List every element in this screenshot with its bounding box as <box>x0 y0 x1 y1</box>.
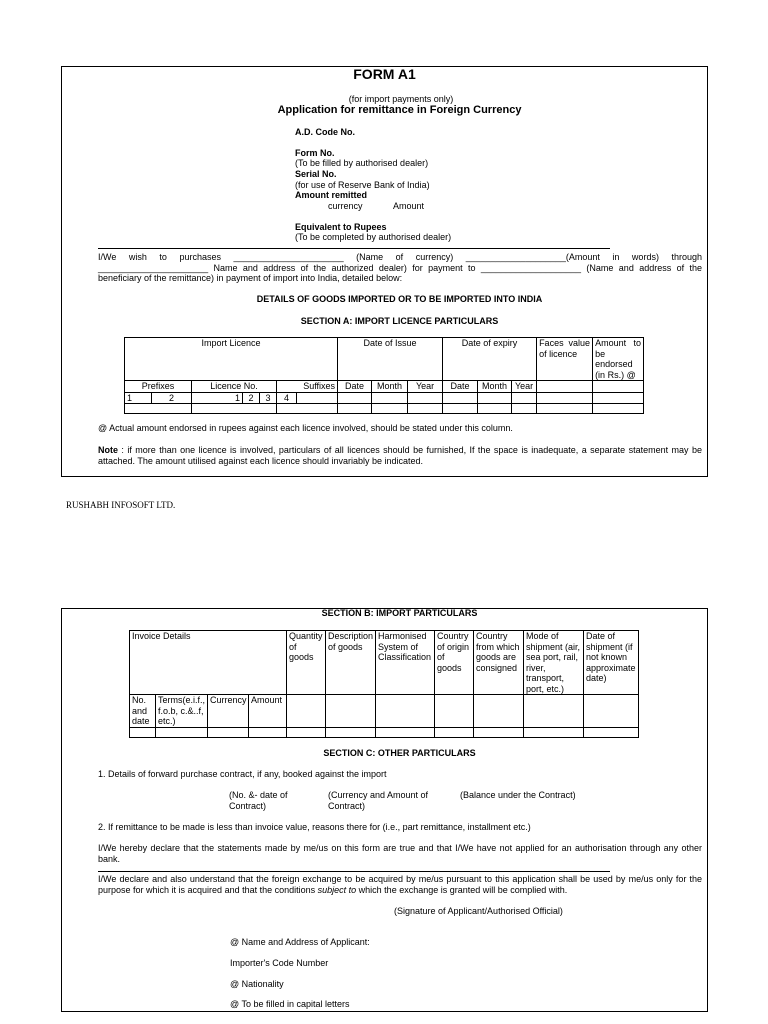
cell-empty <box>408 392 443 404</box>
cell-empty <box>435 695 474 728</box>
signature-label: (Signature of Applicant/Authorised Official) <box>394 906 563 916</box>
cell-empty <box>593 381 644 393</box>
cell-empty <box>537 381 593 393</box>
mode-shipment-header: Mode of shipment (air, sea port, rail, river, transport, port, etc.) <box>524 631 584 695</box>
purchase-line-3: beneficiary of the remittance) in payment of import into India, detailed below: <box>98 273 403 283</box>
cell-empty <box>593 392 644 404</box>
footnote-at: @ Actual amount endorsed in rupees against each licence involved, should be stated under this column. <box>98 423 513 433</box>
form-no-note: (To be filled by authorised dealer) <box>295 158 429 168</box>
cell-empty <box>326 695 376 728</box>
form-title: FORM A1 <box>353 66 416 82</box>
cell-empty <box>130 727 156 737</box>
cell-empty <box>192 404 277 414</box>
contract-currency-col: (Currency and Amount of Contract) <box>328 790 429 811</box>
amount-remitted-label: Amount remitted <box>295 190 367 200</box>
cell-empty <box>372 404 408 414</box>
cell-empty <box>338 404 372 414</box>
cell-empty <box>524 695 584 728</box>
capitals-note: @ To be filled in capital letters <box>230 999 350 1009</box>
serial-no-label: Serial No. <box>295 169 337 179</box>
section-c-item-2: 2. If remittance to be made is less than invoice value, reasons there for (i.e., part remittance, installment etc.) <box>98 822 531 832</box>
cell-empty <box>474 727 524 737</box>
ad-code-label: A.D. Code No. <box>295 127 355 137</box>
cell-empty <box>338 392 372 404</box>
importer-code-label: Importer's Code Number <box>230 958 329 968</box>
expiry-year-header: Year <box>512 381 537 393</box>
suffixes-header: Suffixes <box>277 381 338 393</box>
cell-empty <box>584 727 639 737</box>
declaration-1: I/We hereby declare that the statements made by me/us on this form are true and that I/We have not applied for an authorisation through any other bank. <box>98 843 702 864</box>
serial-no-note: (for use of Reserve Bank of India) <box>295 180 430 190</box>
note-paragraph <box>98 445 702 467</box>
purchase-line-2: ______________________ Name and address of the authorized dealer) for payment to ____________________ (Name and address of the <box>98 263 702 273</box>
declaration-divider <box>98 871 610 872</box>
nationality-label: @ Nationality <box>230 979 284 989</box>
amount-header: Amount <box>249 695 287 728</box>
harmonised-header: Harmonised System of Classification <box>376 631 435 695</box>
equivalent-label: Equivalent to Rupees <box>295 222 387 232</box>
cell-empty <box>277 404 338 414</box>
col-number: 1 <box>125 392 152 404</box>
country-origin-header: Country of origin of goods <box>435 631 474 695</box>
col-number: 3 <box>260 392 277 404</box>
contract-balance-col: (Balance under the Contract) <box>460 790 576 800</box>
cell-empty <box>584 695 639 728</box>
issue-date-header: Date <box>338 381 372 393</box>
cell-empty <box>408 404 443 414</box>
form-no-label: Form No. <box>295 148 335 158</box>
issue-year-header: Year <box>408 381 443 393</box>
note-label: Note <box>98 445 118 455</box>
declaration-2-emphasis: subject to <box>317 885 357 895</box>
faces-value-header: Faces value of licence <box>537 338 593 381</box>
cell-empty <box>478 404 512 414</box>
cell-empty <box>524 727 584 737</box>
cell-empty <box>208 727 249 737</box>
prefixes-header: Prefixes <box>125 381 192 393</box>
invoice-details-header: Invoice Details <box>130 631 287 695</box>
cell-empty <box>435 727 474 737</box>
section-c-heading: SECTION C: OTHER PARTICULARS <box>323 748 476 758</box>
cell-empty <box>376 695 435 728</box>
cell-empty <box>443 392 478 404</box>
date-of-expiry-header: Date of expiry <box>443 338 537 381</box>
cell-empty <box>376 727 435 737</box>
section-c-item-1: 1. Details of forward purchase contract, if any, booked against the import <box>98 769 387 779</box>
applicant-label: @ Name and Address of Applicant: <box>230 937 370 947</box>
currency-label: currency <box>328 201 363 211</box>
cell-empty <box>249 727 287 737</box>
amount-endorsed-header: Amount to be endorsed (in Rs.) @ <box>593 338 644 381</box>
cell-empty <box>474 695 524 728</box>
col-number: 4 <box>277 392 297 404</box>
currency-header: Currency <box>208 695 249 728</box>
quantity-header: Quantity of goods <box>287 631 326 695</box>
col-number: 1 <box>192 392 243 404</box>
details-heading: DETAILS OF GOODS IMPORTED OR TO BE IMPORTED INTO INDIA <box>256 294 543 304</box>
import-licence-table <box>124 337 644 414</box>
cell-empty <box>512 392 537 404</box>
cell-empty <box>537 392 593 404</box>
cell-empty <box>156 727 208 737</box>
date-of-issue-header: Date of Issue <box>338 338 443 381</box>
purchase-line-1: I/We wish to purchases ______________________ (Name of currency) ____________________(Amount in words) through <box>98 252 702 262</box>
cell-empty <box>297 392 338 404</box>
date-shipment-header: Date of shipment (if not known approximate date) <box>584 631 639 695</box>
amount-label: Amount <box>393 201 425 211</box>
declaration-2-text-b: which the exchange is granted will be complied with. <box>356 885 568 895</box>
col-number: 2 <box>243 392 260 404</box>
cell-empty <box>537 404 593 414</box>
licence-no-header: Licence No. <box>192 381 277 393</box>
cell-empty <box>512 404 537 414</box>
cell-empty <box>125 404 192 414</box>
declaration-2 <box>98 874 702 896</box>
cell-empty <box>478 392 512 404</box>
equivalent-note: (To be completed by authorised dealer) <box>295 232 452 242</box>
col-number: 2 <box>152 392 192 404</box>
country-from-header: Country from which goods are consigned <box>474 631 524 695</box>
expiry-date-header: Date <box>443 381 478 393</box>
note-text: : if more than one licence is involved, particulars of all licences should be furnished, If the space is inadequate, a separate statement may be attached. The amount utilised against each licence should invariably be indicated. <box>98 445 702 466</box>
section-b-heading: SECTION B: IMPORT PARTICULARS <box>321 608 478 618</box>
declaration-2-text-a: I/We declare and also understand that the foreign exchange to be acquired by me/us pursuant to this application shall be used by me/us only for the purpose for which it is acquired and that the conditions <box>98 874 702 895</box>
terms-header: Terms(e.i.f., f.o.b, c.&..f, etc.) <box>156 695 208 728</box>
divider-line <box>98 248 610 249</box>
cell-empty <box>443 404 478 414</box>
cell-empty <box>287 727 326 737</box>
company-name: RUSHABH INFOSOFT LTD. <box>66 500 176 510</box>
expiry-month-header: Month <box>478 381 512 393</box>
cell-empty <box>593 404 644 414</box>
description-header: Description of goods <box>326 631 376 695</box>
import-licence-header: Import Licence <box>125 338 338 381</box>
issue-month-header: Month <box>372 381 408 393</box>
cell-empty <box>372 392 408 404</box>
form-subtitle: Application for remittance in Foreign Currency <box>277 104 522 116</box>
form-subtitle-note: (for import payments only) <box>348 94 454 104</box>
section-a-heading: SECTION A: IMPORT LICENCE PARTICULARS <box>300 316 499 326</box>
import-particulars-table <box>129 630 639 738</box>
cell-empty <box>326 727 376 737</box>
contract-number-col: (No. &- date of Contract) <box>229 790 288 811</box>
no-date-header: No. and date <box>130 695 156 728</box>
cell-empty <box>287 695 326 728</box>
